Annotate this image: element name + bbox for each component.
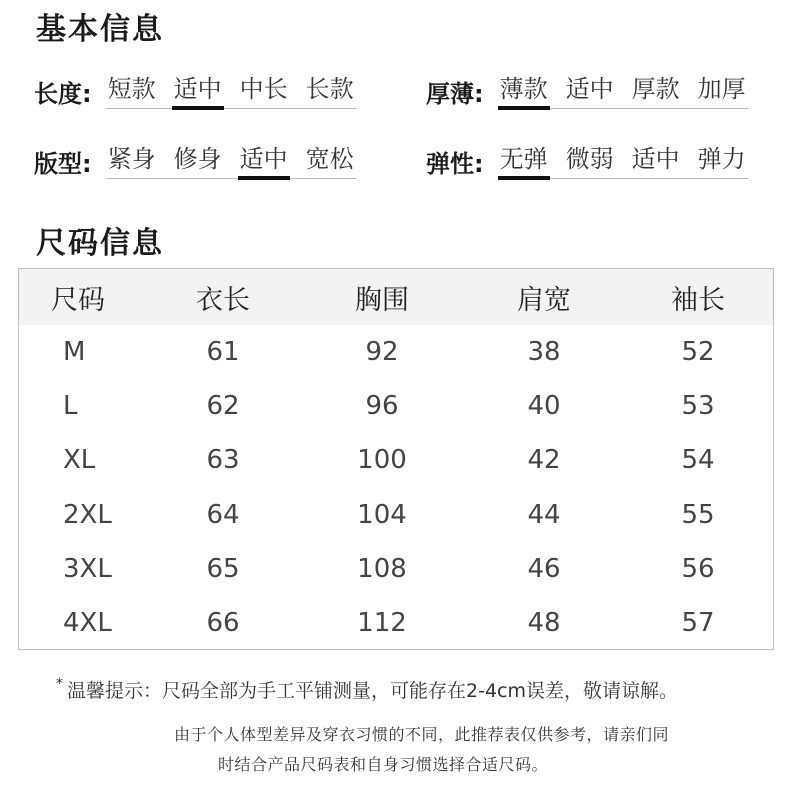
table-cell: 2XL xyxy=(63,499,112,530)
header-cell: 衣长 xyxy=(196,284,250,316)
attr-thickness xyxy=(426,74,748,109)
table-cell: 40 xyxy=(527,391,561,422)
table-cell: M xyxy=(63,337,86,368)
option-selected: 适中 xyxy=(239,145,288,173)
basic-info-title: 基本信息 xyxy=(36,12,164,47)
option: 弹力 xyxy=(697,145,746,173)
table-cell: 66 xyxy=(206,608,240,639)
table-row xyxy=(19,596,773,650)
table-cell: 96 xyxy=(365,391,399,422)
attr-fit xyxy=(34,144,356,179)
attr-elasticity xyxy=(426,144,748,179)
table-cell: 56 xyxy=(681,553,715,584)
option: 厚款 xyxy=(631,75,680,103)
measurement-tip xyxy=(56,676,678,703)
table-cell: XL xyxy=(63,445,96,476)
attr-length xyxy=(34,74,356,109)
option-group xyxy=(498,74,748,109)
table-row xyxy=(19,542,773,596)
table-cell: 57 xyxy=(681,608,715,639)
disclaimer-line-2: 时结合产品尺码表和自身习惯选择合适尺码。 xyxy=(218,755,549,774)
table-cell: 42 xyxy=(527,445,561,476)
option: 长款 xyxy=(305,75,354,103)
option-selected: 无弹 xyxy=(499,145,548,173)
tip-text: 温馨提示：尺码全部为手工平铺测量，可能存在2-4cm误差，敬请谅解。 xyxy=(67,680,678,702)
table-row xyxy=(19,433,773,487)
option: 修身 xyxy=(173,145,222,173)
table-cell: 48 xyxy=(527,608,561,639)
table-row xyxy=(19,325,773,379)
table-cell: 65 xyxy=(206,553,240,584)
option-group xyxy=(106,74,356,109)
size-table xyxy=(18,268,774,650)
table-cell: 63 xyxy=(206,445,240,476)
table-cell: 54 xyxy=(681,445,715,476)
table-cell: 112 xyxy=(357,608,407,639)
disclaimer-line-1: 由于个人体型差异及穿衣习惯的不同，此推荐表仅供参考，请亲们同 xyxy=(174,725,670,744)
table-cell: 100 xyxy=(357,445,407,476)
table-cell: L xyxy=(63,391,78,422)
table-cell: 46 xyxy=(527,553,561,584)
option-selected: 薄款 xyxy=(499,75,548,103)
option: 紧身 xyxy=(107,145,156,173)
asterisk-icon: * xyxy=(56,676,63,692)
table-cell: 108 xyxy=(357,553,407,584)
attr-label: 长度: xyxy=(34,80,92,108)
table-cell: 4XL xyxy=(63,608,112,639)
option-group xyxy=(106,144,356,179)
size-info-title: 尺码信息 xyxy=(36,226,164,261)
table-cell: 61 xyxy=(206,337,240,368)
table-cell: 55 xyxy=(681,499,715,530)
table-cell: 92 xyxy=(365,337,399,368)
option: 微弱 xyxy=(565,145,614,173)
option: 短款 xyxy=(107,75,156,103)
table-cell: 3XL xyxy=(63,553,112,584)
table-cell: 53 xyxy=(681,391,715,422)
table-cell: 104 xyxy=(357,499,407,530)
header-cell: 尺码 xyxy=(51,284,105,316)
table-cell: 62 xyxy=(206,391,240,422)
table-row xyxy=(19,488,773,542)
option: 适中 xyxy=(565,75,614,103)
option: 宽松 xyxy=(305,145,354,173)
attr-label: 厚薄: xyxy=(426,80,484,108)
table-cell: 38 xyxy=(527,337,561,368)
option: 适中 xyxy=(631,145,680,173)
option-group xyxy=(498,144,748,179)
option: 加厚 xyxy=(697,75,746,103)
table-cell: 52 xyxy=(681,337,715,368)
option: 中长 xyxy=(239,75,288,103)
table-cell: 44 xyxy=(527,499,561,530)
header-cell: 胸围 xyxy=(355,284,409,316)
table-row xyxy=(19,379,773,433)
header-cell: 袖长 xyxy=(671,284,725,316)
table-cell: 64 xyxy=(206,499,240,530)
header-cell: 肩宽 xyxy=(517,284,571,316)
option-selected: 适中 xyxy=(173,75,222,103)
table-header xyxy=(19,269,773,325)
attr-label: 弹性: xyxy=(426,150,484,178)
attr-label: 版型: xyxy=(34,150,92,178)
